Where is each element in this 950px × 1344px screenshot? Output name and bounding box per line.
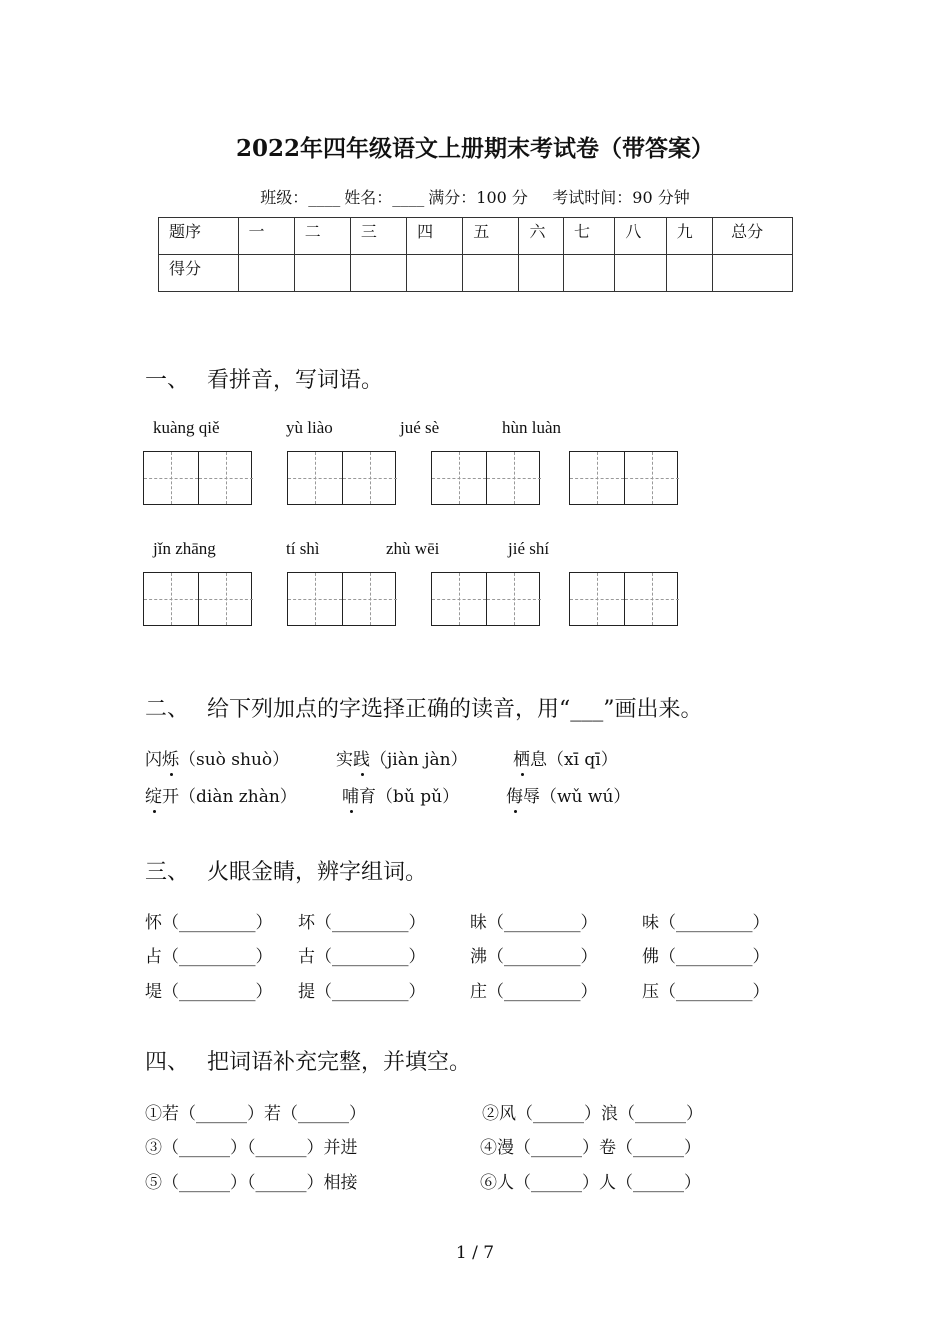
item-text: 闪 [145,750,162,770]
word-blank[interactable]: 昧（_________） [470,913,598,933]
section-title: 火眼金睛，辨字组词。 [207,860,428,885]
word-blank[interactable]: 庄（_________） [470,982,598,1002]
score-input-cell[interactable] [294,255,350,292]
table-cell: 三 [350,218,406,255]
section-number: 四、 [145,1050,190,1075]
score-table-score-row [159,255,793,292]
table-cell: 题序 [159,218,239,255]
section-4-heading [145,1045,471,1076]
dotted-char: 侮 [506,787,523,807]
table-cell: 二 [294,218,350,255]
score-input-cell[interactable] [713,255,793,292]
section-3-heading [145,855,427,886]
fill-item[interactable]: ③（______）（______）并进 [145,1138,358,1158]
writing-grid[interactable] [287,451,396,505]
dotted-char: 烁 [162,750,179,770]
item-options: （suò shuò） [179,750,290,770]
item-options: 开（diàn zhàn） [162,787,297,807]
table-cell: 四 [407,218,463,255]
dotted-char: 践 [353,750,370,770]
score-input-cell[interactable] [350,255,406,292]
fill-item[interactable]: ②风（______）浪（______） [482,1104,703,1124]
dotted-char: 栖 [513,750,530,770]
section-title: 把词语补充完整，并填空。 [207,1050,472,1075]
pinyin: tí shì [286,539,320,558]
item-options: 辱（wǔ wú） [523,787,631,807]
section-1-heading [145,363,383,394]
word-blank[interactable]: 坏（_________） [298,913,426,933]
item-options: （jiàn jàn） [370,750,468,770]
table-cell: 一 [238,218,294,255]
writing-grid[interactable] [143,572,252,626]
table-cell: 九 [666,218,712,255]
name-label: 姓名：____ [344,188,425,207]
class-label: 班级：____ [260,188,341,207]
dotted-char: 哺 [342,787,359,807]
writing-grid[interactable] [431,572,540,626]
pinyin: kuàng qiě [153,418,220,437]
reading-item[interactable] [336,745,468,770]
fill-item[interactable]: ①若（______）若（______） [145,1104,366,1124]
writing-grid[interactable] [143,451,252,505]
reading-item[interactable] [145,782,297,807]
word-blank[interactable]: 占（_________） [145,947,273,967]
exam-info [0,185,950,208]
writing-grid[interactable] [287,572,396,626]
table-cell: 得分 [159,255,239,292]
word-blank[interactable]: 沸（_________） [470,947,598,967]
writing-grid[interactable] [431,451,540,505]
pinyin: hùn luàn [502,418,562,437]
table-cell: 六 [519,218,564,255]
page-number: 1 / 7 [455,1243,495,1263]
pinyin: zhù wēi [386,539,440,558]
word-blank[interactable]: 提（_________） [298,982,426,1002]
fill-item[interactable]: ⑥人（______）人（______） [480,1173,701,1193]
section-number: 一、 [145,368,190,393]
fill-item[interactable]: ④漫（______）卷（______） [480,1138,701,1158]
pinyin: jǐn zhāng [153,539,216,558]
word-blank[interactable]: 佛（_________） [642,947,770,967]
full-score: 满分：100 分 [428,188,528,207]
score-input-cell[interactable] [407,255,463,292]
word-blank[interactable]: 味（_________） [642,913,770,933]
section-number: 三、 [145,860,190,885]
pinyin: jué sè [400,418,440,437]
word-blank[interactable]: 怀（_________） [145,913,273,933]
writing-grid[interactable] [569,451,678,505]
table-cell: 七 [564,218,615,255]
table-cell: 八 [615,218,666,255]
page-title: 2022年四年级语文上册期末考试卷（带答案） [235,135,714,162]
reading-item[interactable] [342,782,459,807]
score-input-cell[interactable] [564,255,615,292]
pinyin: jié shí [508,539,550,558]
reading-item[interactable] [513,745,618,770]
table-cell: 五 [463,218,519,255]
item-options: 育（bǔ pǔ） [359,787,460,807]
exam-time: 考试时间：90 分钟 [552,188,690,207]
reading-item[interactable] [145,745,289,770]
section-number: 二、 [145,697,190,722]
score-input-cell[interactable] [666,255,712,292]
score-input-cell[interactable] [519,255,564,292]
writing-grid[interactable] [569,572,678,626]
item-options: 息（xī qī） [530,750,618,770]
word-blank[interactable]: 压（_________） [642,982,770,1002]
dotted-char: 绽 [145,787,162,807]
fill-item[interactable]: ⑤（______）（______）相接 [145,1173,358,1193]
section-title: 给下列加点的字选择正确的读音，用“___”画出来。 [207,697,703,722]
item-text: 实 [336,750,353,770]
score-input-cell[interactable] [615,255,666,292]
score-table-header-row [159,218,793,255]
pinyin: yù liào [286,418,333,437]
reading-item[interactable] [506,782,630,807]
section-title: 看拼音，写词语。 [207,368,384,393]
section-2-heading [145,692,703,723]
table-cell: 总分 [713,218,793,255]
score-input-cell[interactable] [238,255,294,292]
score-table [158,217,793,292]
score-input-cell[interactable] [463,255,519,292]
word-blank[interactable]: 古（_________） [298,947,426,967]
word-blank[interactable]: 堤（_________） [145,982,273,1002]
